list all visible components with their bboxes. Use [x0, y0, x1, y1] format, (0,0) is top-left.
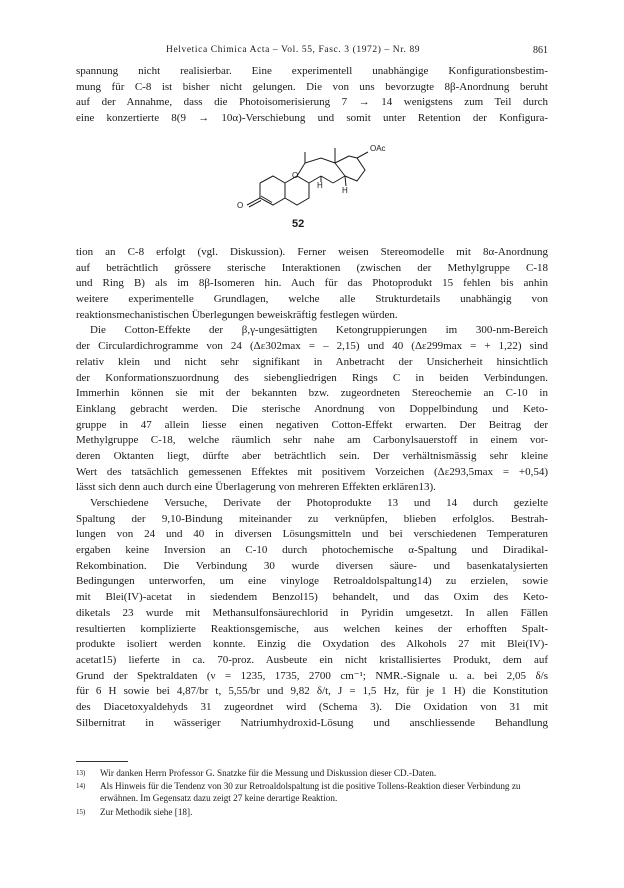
hydrogen-label: H [342, 186, 348, 195]
text-line: eine konzertierte 8(9 → 10α)-Verschiebung und somit unter Retention der Konfigura- [76, 112, 548, 125]
text-line: relativ klein und nicht sehr signifikant in Anbetracht der Unsicherheit hinsichtlich [76, 355, 548, 368]
text-line: Die Cotton-Effekte der β,γ-ungesättigten Ketongruppierungen im 300-nm-Bereich [90, 324, 548, 337]
footnote-text: Zur Methodik siehe [18]. [100, 807, 193, 817]
structure-figure-52 [225, 136, 425, 236]
oac-label: OAc [370, 144, 386, 153]
footnote-mark: 14) [76, 782, 86, 790]
text-line: gruppe in 47 allein liesse einen negativen Cotton-Effekt erwarten. Der Beitrag der [76, 418, 548, 431]
text-line: ergaben keine Inversion an C-10 durch photochemische α-Spaltung und Diradikal- [76, 544, 548, 557]
hydrogen-label: H [317, 181, 323, 190]
text-line: acetat15) lieferte in ca. 70-proz. Ausbeute ein nicht kristallisiertes Produkt, dem auf [76, 653, 548, 666]
text-line: Silbernitrat in wässeriger Natriumhydroxid-Lösung und anschliessende Behandlung [76, 716, 548, 729]
page-number: 861 [533, 45, 548, 56]
footnote-mark: 13) [76, 769, 86, 777]
text-line: Verschiedene Versuche, Derivate der Photoprodukte 13 und 14 durch gezielte [90, 497, 548, 509]
paragraph-top [76, 64, 548, 127]
text-line: des Diacetoxyaldehyds 31 zugeordnet wird (Schema 3). Die Oxidation von 31 mit [76, 700, 548, 713]
text-line: Bedingungen unterworfen, um eine vinyloge Retroaldolspaltung14) zu erzielen, sowie [76, 575, 548, 588]
text-line: tion an C-8 erfolgt (vgl. Diskussion). Ferner weisen Stereomodelle mit 8α-Anordnung [76, 246, 548, 258]
footnote-text: Wir danken Herrn Professor G. Snatzke für die Messung und Diskussion dieser CD.-Daten. [100, 768, 437, 778]
compound-number: 52 [292, 218, 305, 230]
text-line: spannung nicht realisierbar. Eine experimentell unabhängige Konfigurationsbestim- [76, 65, 548, 77]
text-line: Rekombination. Die Verbindung 30 wurde diversen säure- und basenkatalysierten [76, 559, 548, 572]
text-line: Einklang gebracht werden. Die sterische Anordnung von Doppelbindung und Keto- [76, 402, 548, 415]
text-line: mung für C-8 ist bisher nicht gelungen. Die von uns bevorzugte 8β-Anordnung beruht [76, 80, 548, 93]
text-line: Methylgruppe C-18, welche räumlich sehr nahe am Carbonylsauerstoff in einem vor- [76, 434, 548, 447]
journal-title: Helvetica Chimica Acta – Vol. 55, Fasc. 3 (1972) – Nr. 89 [166, 45, 421, 55]
footnote-mark: 15) [76, 808, 86, 816]
text-line: lungen von 24 und 40 in diversen Lösungsmitteln und bei verschiedenen Temperaturen [76, 528, 548, 541]
footnote [76, 780, 548, 804]
text-line: auf der Annahme, dass die Photoisomerisierung 7 → 14 wenigstens zum Teil durch [76, 96, 548, 109]
text-line: der Konformationszuordnung des siebengliedrigen Rings C in beiden Verbindungen. [76, 371, 548, 384]
text-line: Grund der Spektraldaten (ν = 1235, 1735, 2700 cm⁻¹; NMR.-Signale u. a. bei 2,05 δ/s [76, 669, 548, 682]
steroid-structure-drawing [225, 136, 425, 221]
text-line: und Ring B) als im 8β-Isomeren hin. Auch für das Photoprodukt 15 fehlen bis anhin [76, 277, 548, 290]
text-line: der Circulardichrogramme von 24 (Δε302max = – 2,15) und 40 (Δε299max = + 1,22) sind [76, 340, 548, 353]
footnote-divider [76, 761, 128, 762]
text-line: deren Oktanten liegt, dürfte aber beträchtlich sein. Der verhältnismässig sehr kleine [76, 449, 548, 462]
text-line: diketals 23 wurde mit Methansulfonsäurechlorid in Pyridin umgesetzt. In allen Fällen [76, 606, 548, 619]
text-line: weitere experimentelle Grundlagen, welche alle Strukturdetails unabhängig von [76, 293, 548, 306]
ring-oxygen-label: O [292, 171, 299, 180]
text-line: lässt sich denn auch durch eine Überlagerung von mehreren Effekten erklären13). [76, 481, 436, 494]
text-line: für 6 H sowie bei 4,87/br t, 5,55/br und 9,82 δ/t, J = 1,5 Hz, für je 1 H) die Konstitution [76, 685, 548, 698]
text-line: reaktionsmechanistischen Überlegungen beweiskräftig festlegen würden. [76, 308, 398, 321]
text-line: resultierten komplizierte Reaktionsgemische, aus welchen keines der erhofften Spalt- [76, 622, 548, 635]
text-line: Immerhin können sie mit der bekannten bzw. zugeordneten Stereochemie an C-10 in [76, 387, 548, 400]
text-line: auf beträchtlich grössere sterische Interaktionen (zwischen der Methylgruppe C-18 [76, 261, 548, 274]
text-line: produkte isoliert werden konnte. Einzig die Oxydation des Alkohols 27 mit Blei(IV)- [76, 638, 548, 651]
paragraph-main [76, 245, 548, 731]
footnote-text: Als Hinweis für die Tendenz von 30 zur Retroaldolspaltung ist die positive Tollens-Reaktion dieser Verbindung zu erwähnen. Im Gegensatz dazu zeigt 27 keine derartige Reaktion. [100, 781, 521, 804]
text-line: Wert des tatsächlich gemessenen Effektes mit positivem Vorzeichen (Δε293,5max = +0,54) [76, 465, 548, 478]
text-line: mit Blei(IV)-acetat in siedendem Benzol15) behandelt, und das Oxim des Keto- [76, 591, 548, 604]
footnote [76, 767, 548, 779]
footnote [76, 806, 548, 818]
ketone-oxygen-label: O [237, 201, 244, 210]
running-header [76, 45, 548, 59]
text-line: Spaltung der 9,10-Bindung miteinander zu verknüpfen, blieben erfolglos. Bestrah- [76, 512, 548, 525]
